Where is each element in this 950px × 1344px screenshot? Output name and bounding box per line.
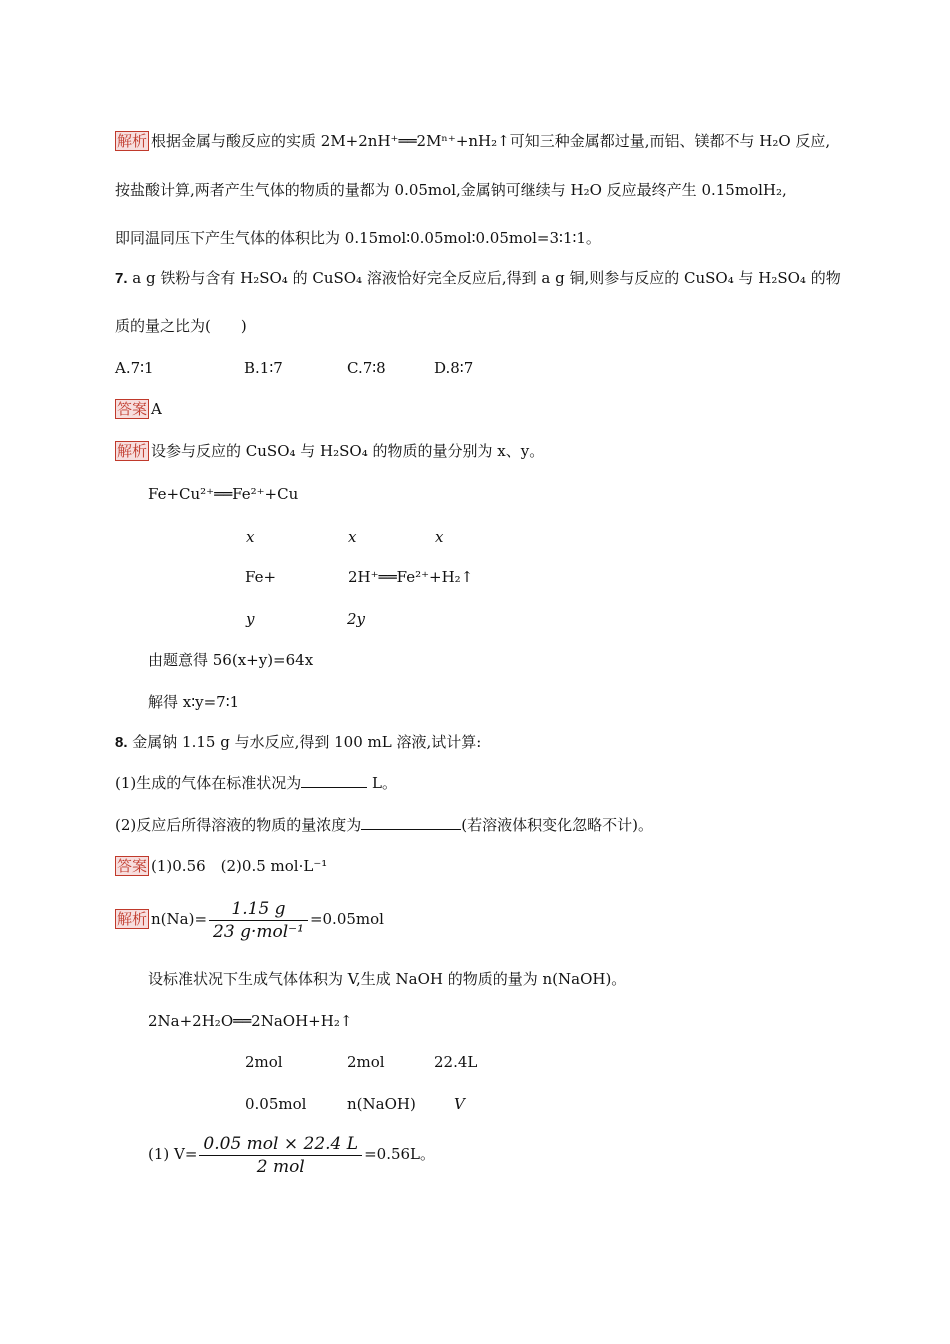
answer-tag: 答案 [117,400,148,418]
q8-row2-col1: 0.05mol [245,1095,307,1113]
q6-analysis-line-3: 即同温同压下产生气体的体积比为 0.15mol∶0.05mol∶0.05mol=3∶1∶1。 [115,229,601,247]
q8-answer-value: (1)0.56 (2)0.5 mol·L⁻¹ [151,857,328,875]
q8-row1-col1: 2mol [245,1053,283,1071]
q7-equation-2-left: Fe+ [245,568,277,586]
q7-equation-2-right: 2H⁺══Fe²⁺+H₂↑ [348,568,474,586]
q8-row2-col2: n(NaOH) [347,1095,416,1113]
q8-number: 8. [115,734,128,751]
q7-eq1-x1: x [246,528,255,546]
q6-analysis-line-2: 按盐酸计算,两者产生气体的物质的量都为 0.05mol,金属钠可继续与 H₂O 反应最终产生 0.15molH₂, [115,181,787,199]
q7-analysis-line-3: 解得 x∶y=7∶1 [148,693,240,711]
q8-final-fraction [199,1133,362,1178]
q8-part-2-blank [361,815,461,830]
q8-part-2-note: (若溶液体积变化忽略不计)。 [461,816,653,834]
q8-part-1-blank [301,773,367,788]
q8-part-1-text: (1)生成的气体在标准状况为 [115,774,302,792]
q8-row1-col2: 2mol [347,1053,385,1071]
q7-eq1-x2: x [348,528,357,546]
q8-part-1 [115,773,397,793]
q7-eq2-y2: 2y [347,610,366,628]
q7-stem-line-2: 质的量之比为( ) [115,317,247,335]
q8-equation: 2Na+2H₂O══2NaOH+H₂↑ [148,1012,353,1030]
answer-tag: 答案 [117,857,148,875]
q8-final-lhs: (1) V= [148,1145,198,1163]
q8-calc-fraction [209,898,308,943]
q8-row2-col3: V [454,1095,465,1113]
q8-stem-line-1 [115,732,481,753]
q7-analysis-text: 设参与反应的 CuSO₄ 与 H₂SO₄ 的物质的量分别为 x、y。 [151,442,545,460]
q7-option-b: B.1∶7 [244,359,283,377]
q8-calc-numerator: 1.15 g [209,898,308,921]
q7-stem-text: a g 铁粉与含有 H₂SO₄ 的 CuSO₄ 溶液恰好完全反应后,得到 a g 铜,则参与反应的 CuSO₄ 与 H₂SO₄ 的物 [127,269,841,287]
q8-calc-denominator: 23 g·mol⁻¹ [213,921,304,942]
q8-final-result: =0.56L。 [364,1145,436,1163]
q8-row1-col3: 22.4L [434,1053,478,1071]
q8-stem-text: 金属钠 1.15 g 与水反应,得到 100 mL 溶液,试计算: [127,733,482,751]
q8-part-1-unit: L。 [367,774,397,792]
q6-analysis-line-1 [115,131,830,151]
q8-answer-line [115,856,327,876]
q8-final-numerator: 0.05 mol × 22.4 L [199,1133,362,1156]
q8-final-denominator: 2 mol [256,1156,305,1177]
q7-answer-value: A [151,400,162,418]
q7-eq2-y1: y [246,610,255,628]
q8-part-2 [115,815,653,835]
q7-analysis-line-2: 由题意得 56(x+y)=64x [148,651,314,669]
q8-calc-result: =0.05mol [309,910,384,928]
q7-stem-line-1 [115,268,841,289]
q7-answer-line [115,399,162,419]
analysis-tag: 解析 [117,442,148,460]
q8-final-formula [148,1132,435,1178]
q7-option-d: D.8∶7 [434,359,474,377]
q7-eq1-x3: x [435,528,444,546]
q8-calc-lhs: n(Na)= [151,910,208,928]
analysis-tag: 解析 [117,132,148,150]
q7-analysis-line-1 [115,441,544,461]
q7-option-a: A.7∶1 [115,359,154,377]
q7-number: 7. [115,270,128,287]
q8-analysis-line-1 [115,897,384,943]
q8-analysis-line-2: 设标准状况下生成气体体积为 V,生成 NaOH 的物质的量为 n(NaOH)。 [148,970,627,988]
q6-analysis-text-1: 根据金属与酸反应的实质 2M+2nH⁺══2Mⁿ⁺+nH₂↑可知三种金属都过量,而铝、镁都不与 H₂O 反应, [151,132,831,150]
q7-option-c: C.7∶8 [347,359,386,377]
q7-equation-1: Fe+Cu²⁺══Fe²⁺+Cu [148,485,299,503]
analysis-tag: 解析 [117,910,148,928]
q8-part-2-text: (2)反应后所得溶液的物质的量浓度为 [115,816,362,834]
